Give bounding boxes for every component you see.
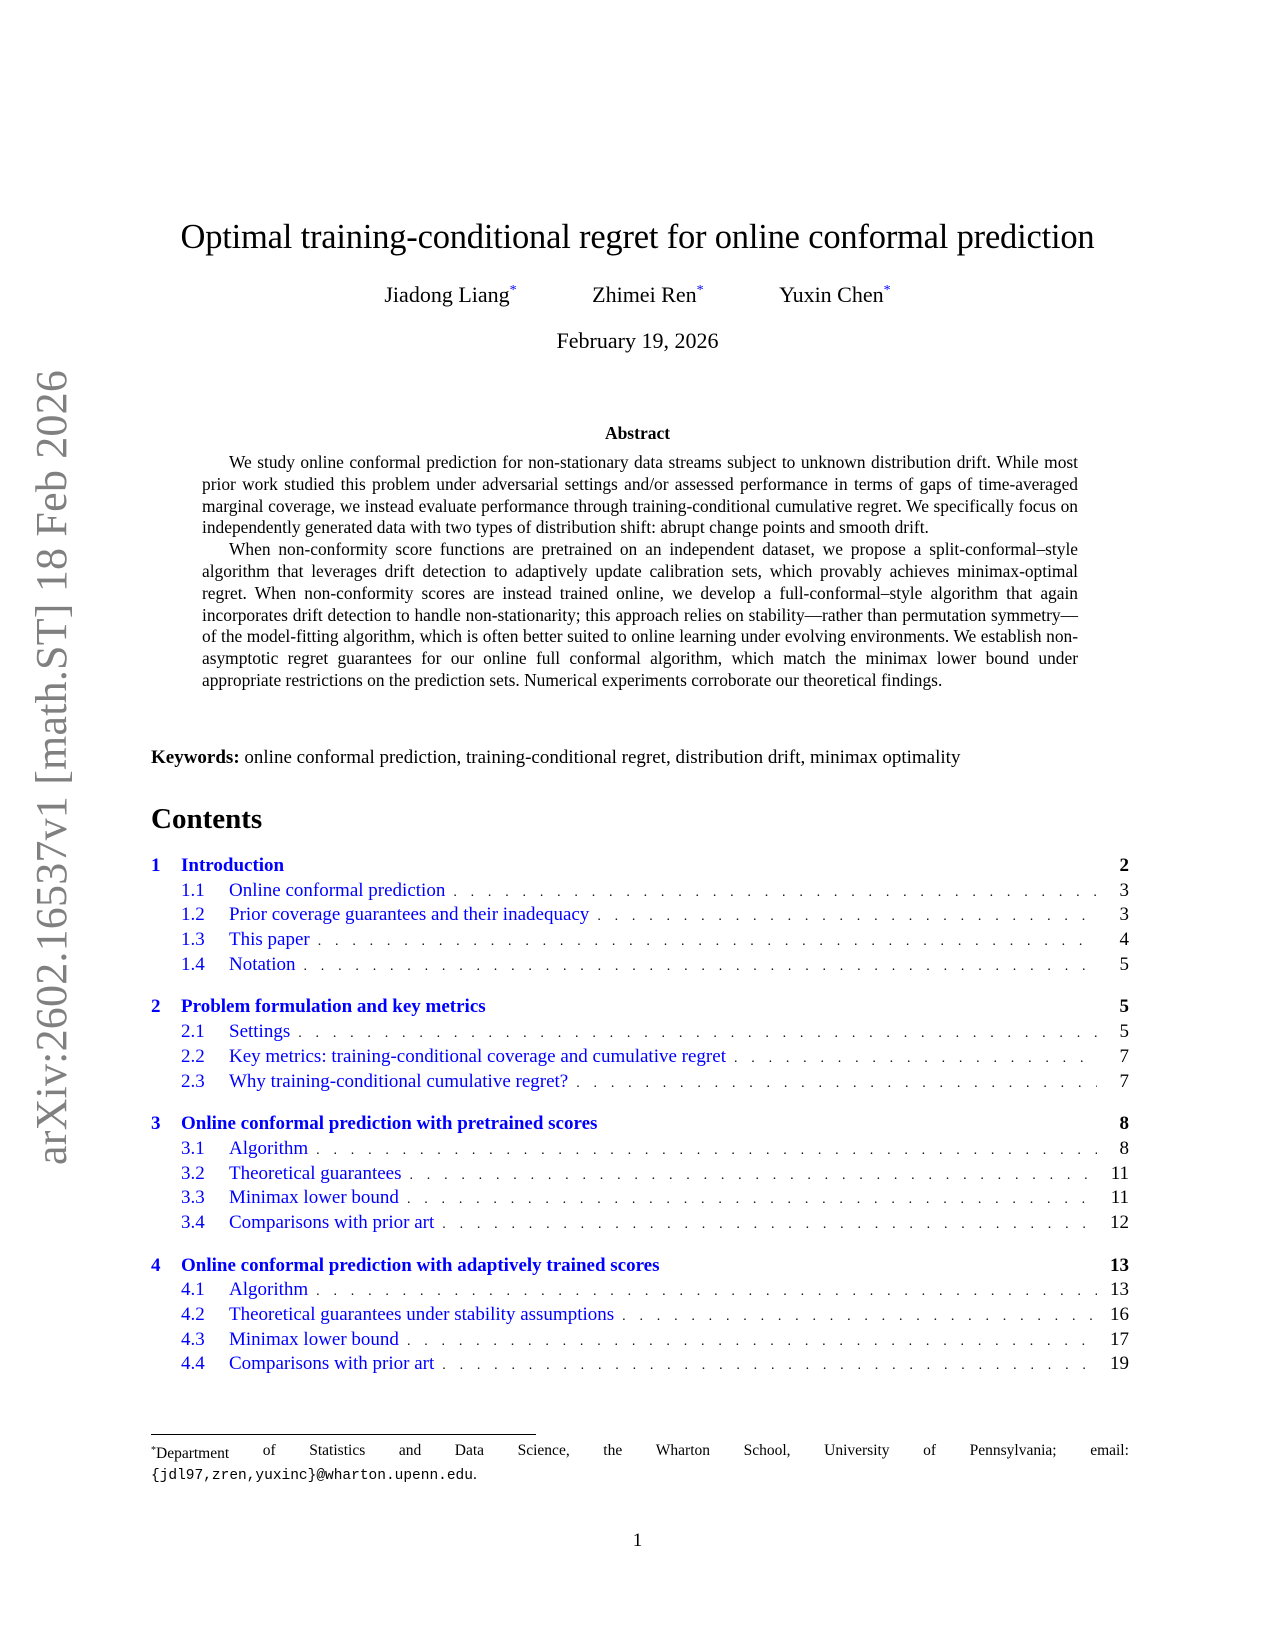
toc-page-number: 2 [1119,855,1129,876]
toc-number: 4.3 [181,1328,205,1350]
toc-number: 4 [151,1254,161,1276]
author-name: Yuxin Chen [779,282,884,307]
toc-leader-dots [407,1192,1097,1208]
toc-section-link[interactable] [151,996,1129,1021]
toc-subsection-link[interactable] [151,1212,1129,1237]
arxiv-identifier-stamp[interactable]: arXiv:2602.16537v1 [math.ST] 18 Feb 2026 [27,369,76,1165]
toc-number: 1.2 [181,904,205,926]
toc-label: Minimax lower bound [229,1328,399,1350]
toc-leader-dots [316,1284,1097,1300]
affiliation-footnote-link[interactable]: * [696,283,704,298]
toc-subsection-link[interactable] [151,880,1129,905]
toc-leader-dots [453,885,1097,901]
toc-label: Settings [229,1021,291,1043]
toc-number: 1.1 [181,879,205,901]
toc-label: Online conformal prediction with adaptively trained scores [181,1254,660,1276]
toc-section [151,855,1129,978]
toc-page-number: 12 [1110,1211,1129,1233]
toc-number: 2.2 [181,1045,205,1067]
keywords [151,747,1129,769]
abstract-body [202,452,1078,692]
toc-leader-dots [734,1051,1097,1067]
toc-subsection-link[interactable] [151,1138,1129,1163]
toc-leader-dots [304,959,1098,975]
toc-page-number: 3 [1119,879,1129,901]
toc-number: 2.1 [181,1021,205,1043]
toc-page-number: 8 [1119,1113,1129,1135]
toc-label: Comparisons with prior art [229,1353,435,1375]
author-name: Jiadong Liang [384,282,510,307]
toc-label: Algorithm [229,1279,309,1301]
toc-page-number: 13 [1110,1279,1129,1301]
toc-number: 2.3 [181,1070,205,1092]
toc-label: Theoretical guarantees under stability assumptions [229,1304,615,1325]
toc-page-number: 16 [1110,1304,1129,1325]
toc-label: Prior coverage guarantees and their inadequacy [229,904,590,926]
toc-subsection-link[interactable] [151,1163,1129,1188]
keywords-label: Keywords: [151,747,240,768]
toc-leader-dots [442,1358,1097,1374]
toc-leader-dots [298,1026,1097,1042]
toc-page-number: 7 [1119,1045,1129,1067]
abstract-paragraph: When non-conformity score functions are pretrained on an independent dataset, we propose a split-conformal–style algorithm that leverages drift detection to adaptively update calibration sets, which provably achieves minimax-optimal regret. When non-conformity scores are instead trained online, we develop a full-conformal–style algorithm that again incorporates drift detection to handle non-stationarity; this approach relies on stability—rather than permutation symmetry—of the model-fitting algorithm, which is often better suited to online learning under evolving environments. We establish non-asymptotic regret guarantees for our online full conformal algorithm, which match the minimax lower bound under appropriate restrictions on the prediction sets. Numerical experiments corroborate our theoretical findings. [202,539,1078,690]
toc-label: Minimax lower bound [229,1187,399,1209]
author [384,282,516,308]
toc-page-number: 17 [1110,1328,1129,1350]
toc-label: Theoretical guarantees [229,1162,402,1184]
toc-page-number: 5 [1119,1021,1129,1043]
toc-label: Notation [229,953,296,975]
footnote-mark: * [151,1445,156,1456]
abstract-paragraph: We study online conformal prediction for non-stationary data streams subject to unknown distribution drift. While most prior work studied this problem under adversarial settings and/or assessed performance in terms of gaps of time-averaged marginal coverage, we instead evaluate performance through training-conditional cumulative regret. We specifically focus on independently generated data with two types of distribution shift: abrupt change points and smooth drift. [202,452,1078,538]
toc-page-number: 5 [1119,953,1129,975]
author [592,282,703,308]
toc-number: 3 [151,1113,161,1135]
toc-page-number: 7 [1119,1070,1129,1092]
toc-page-number: 19 [1110,1353,1129,1375]
toc-label: Algorithm [229,1137,309,1159]
toc-number: 3.1 [181,1137,205,1159]
abstract-heading: Abstract [604,423,671,443]
toc-page-number: 8 [1119,1137,1129,1159]
toc-subsection-link[interactable] [151,1187,1129,1212]
toc-page-number: 11 [1110,1187,1129,1209]
toc-leader-dots [576,1076,1097,1092]
publication-date: February 19, 2026 [556,328,719,353]
toc-label: Comparisons with prior art [229,1211,435,1233]
toc-subsection-link[interactable] [151,1046,1129,1071]
toc-number: 2 [151,996,161,1018]
keywords-text: online conformal prediction, training-conditional regret, distribution drift, minimax optimality [244,747,961,768]
affiliation-footnote [151,1440,1129,1487]
toc-section-link[interactable] [151,1255,1129,1280]
affiliation-footnote-link[interactable]: * [883,283,891,298]
toc-subsection-link[interactable] [151,904,1129,929]
toc-leader-dots [409,1168,1097,1184]
toc-subsection-link[interactable] [151,1071,1129,1096]
toc-number: 3.4 [181,1211,205,1233]
toc-label: This paper [229,929,310,951]
footnote-email-line: {jdl97,zren,yuxinc}@wharton.upenn.edu. [151,1466,477,1484]
toc-label: Key metrics: training-conditional coverage and cumulative regret [229,1045,726,1067]
toc-label: Problem formulation and key metrics [181,996,486,1018]
page-number: 1 [632,1530,643,1551]
toc-section-link[interactable] [151,1113,1129,1138]
toc-label: Introduction [181,855,285,876]
author-name: Zhimei Ren [592,282,697,307]
toc-label: Why training-conditional cumulative regret? [229,1070,569,1092]
toc-subsection-link[interactable] [151,1021,1129,1046]
author-emails[interactable]: {jdl97,zren,yuxinc}@wharton.upenn.edu [151,1468,473,1484]
toc-leader-dots [407,1334,1097,1350]
toc-subsection-link[interactable] [151,1304,1129,1329]
table-of-contents [151,855,1129,1396]
toc-leader-dots [622,1309,1097,1325]
toc-subsection-link[interactable] [151,1329,1129,1354]
author [779,282,891,308]
toc-subsection-link[interactable] [151,929,1129,954]
toc-section-link[interactable] [151,855,1129,880]
toc-number: 1.3 [181,929,205,951]
toc-number: 4.2 [181,1304,205,1325]
affiliation-footnote-link[interactable]: * [509,283,517,298]
toc-subsection-link[interactable] [151,1353,1129,1378]
toc-leader-dots [442,1217,1097,1233]
footnote-line: *Department of Statistics and Data Science, the Wharton School, University of Pennsylvania; email: [151,1442,1129,1462]
toc-page-number: 3 [1119,904,1129,926]
toc-leader-dots [318,934,1097,950]
toc-section [151,1113,1129,1236]
footnote-divider [151,1434,536,1435]
toc-subsection-link[interactable] [151,1279,1129,1304]
toc-number: 1.4 [181,953,205,975]
toc-label: Online conformal prediction [229,879,446,901]
contents-heading: Contents [151,803,263,835]
author-list [0,282,1275,308]
toc-leader-dots [316,1143,1097,1159]
toc-number: 3.2 [181,1162,205,1184]
toc-page-number: 13 [1110,1254,1129,1276]
toc-number: 1 [151,855,161,876]
paper-title: Optimal training-conditional regret for online conformal prediction [180,218,1095,256]
toc-number: 4.1 [181,1279,205,1301]
toc-label: Online conformal prediction with pretrained scores [181,1113,598,1135]
toc-subsection-link[interactable] [151,954,1129,979]
toc-page-number: 11 [1110,1162,1129,1184]
toc-page-number: 5 [1119,996,1129,1018]
toc-section [151,1255,1129,1378]
toc-leader-dots [597,909,1097,925]
toc-number: 4.4 [181,1353,205,1375]
toc-page-number: 4 [1119,929,1129,951]
toc-number: 3.3 [181,1187,205,1209]
toc-section [151,996,1129,1095]
